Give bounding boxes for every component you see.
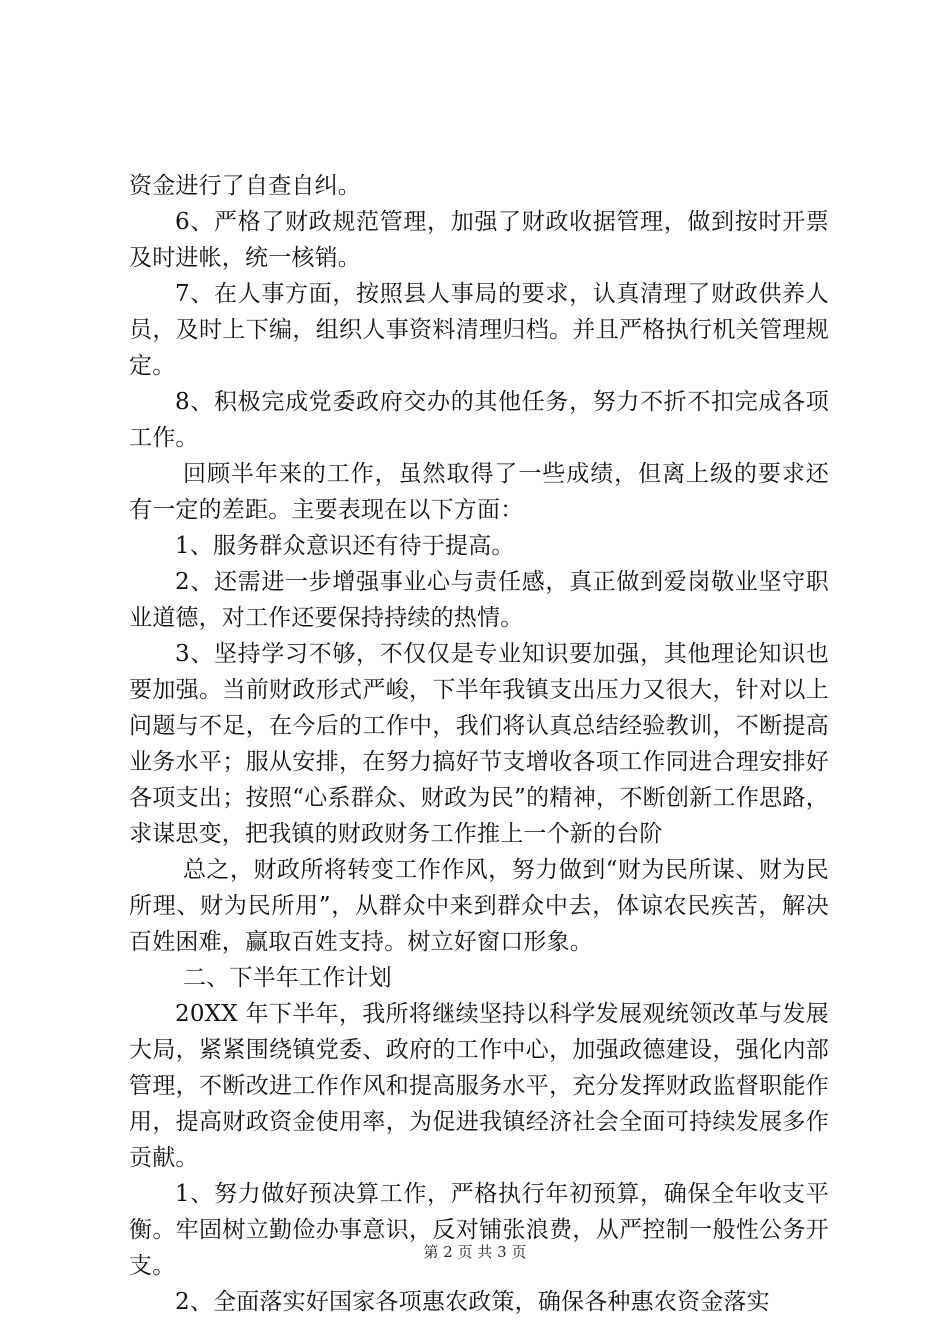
paragraph-item-6: 6、严格了财政规范管理，加强了财政收据管理，做到按时开票及时进帐，统一核销。: [129, 209, 829, 271]
paragraph-plan-1: 1、努力做好预决算工作，严格执行年初预算，确保全年收支平衡。牢固树立勤俭办事意识，反对铺张浪费，从严控制一般性公务开支。: [129, 1181, 829, 1279]
paragraph-item-8: 8、积极完成党委政府交办的其他任务，努力不折不扣完成各项工作。: [129, 389, 829, 451]
paragraph-shortcoming-2: 2、还需进一步增强事业心与责任感，真正做到爱岗敬业坚守职业道德，对工作还要保持持续的热情。: [129, 569, 829, 631]
section-heading-plan: 二、下半年工作计划: [183, 965, 392, 991]
document-body: [129, 168, 829, 1320]
paragraph-plan-2: 2、全面落实好国家各项惠农政策，确保各种惠农资金落实: [175, 1289, 770, 1315]
paragraph-review: 回顾半年来的工作，虽然取得了一些成绩，但离上级的要求还有一定的差距。主要表现在以下方面：: [129, 461, 829, 523]
paragraph-shortcoming-3: 3、坚持学习不够，不仅仅是专业知识要加强，其他理论知识也要加强。当前财政形式严峻，下半年我镇支出压力又很大，针对以上问题与不足，在今后的工作中，我们将认真总结经验教训，不断提高业务水平；服从安排，在努力搞好节支增收各项工作同进合理安排好各项支出；按照“心系群众、财政为民”的精神，不断创新工作思路，求谋思变，把我镇的财政财务工作推上一个新的台阶: [129, 641, 829, 847]
paragraph-plan-intro: 20XX 年下半年，我所将继续坚持以科学发展观统领改革与发展大局，紧紧围绕镇党委、政府的工作中心，加强政德建设，强化内部管理，不断改进工作作风和提高服务水平，充分发挥财政监督职能作用，提高财政资金使用率，为促进我镇经济社会全面可持续发展多作贡献。: [129, 1001, 829, 1171]
page-number-footer: 第 2 页 共 3 页: [423, 1243, 527, 1261]
paragraph-item-7: 7、在人事方面，按照县人事局的要求，认真清理了财政供养人员，及时上下编，组织人事资料清理归档。并且严格执行机关管理规定。: [129, 281, 829, 379]
paragraph-continuation: 资金进行了自查自纠。: [129, 173, 361, 199]
paragraph-summary: 总之，财政所将转变工作作风，努力做到“财为民所谋、财为民所理、财为民所用”，从群众中来到群众中去，体谅农民疾苦，解决百姓困难，赢取百姓支持。树立好窗口形象。: [129, 857, 829, 955]
paragraph-shortcoming-1: 1、服务群众意识还有待于提高。: [175, 533, 515, 559]
